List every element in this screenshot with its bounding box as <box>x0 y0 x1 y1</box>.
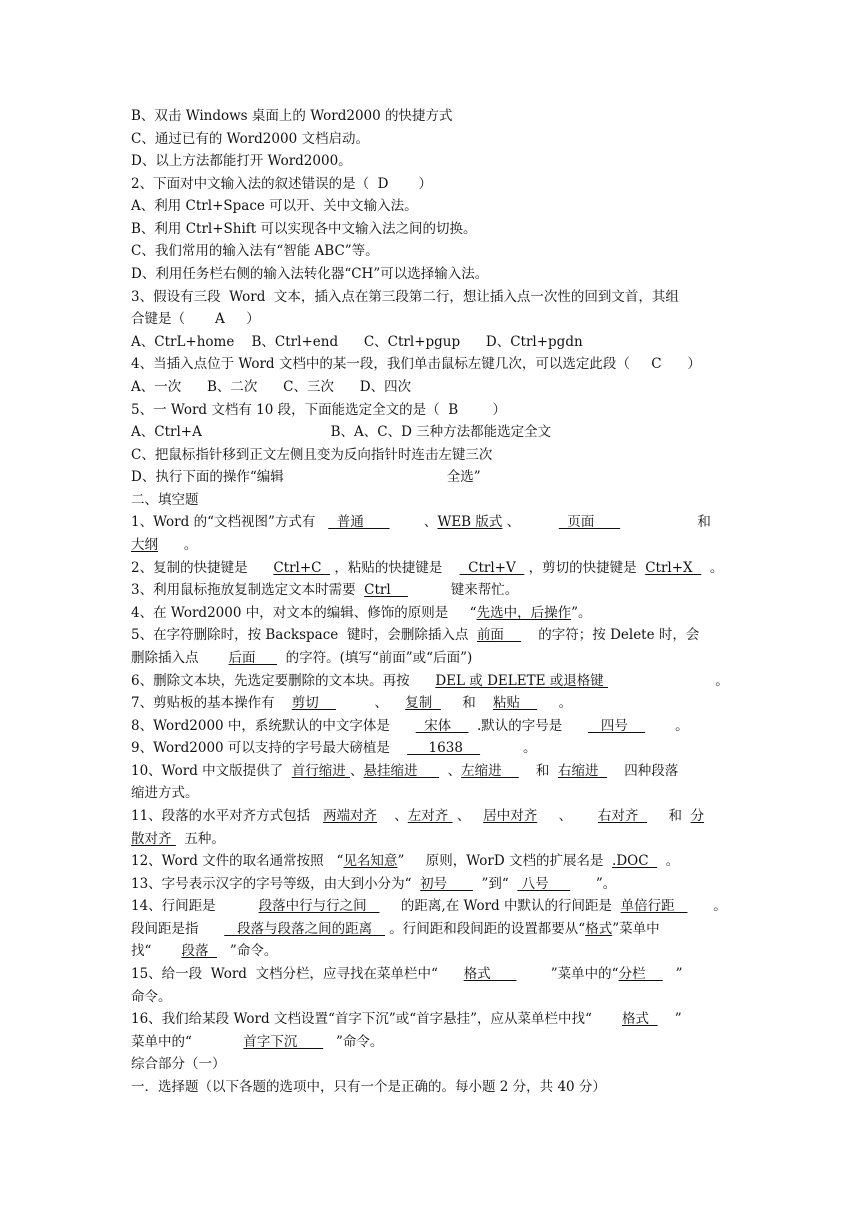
text-run: ，粘贴的快捷键是 <box>330 559 460 576</box>
text-line <box>131 218 731 241</box>
text-line <box>131 263 731 286</box>
text-line <box>131 331 731 354</box>
text-line <box>131 782 731 805</box>
answer-blank: 见名知意 <box>343 853 398 870</box>
text-run: C、把鼠标指针移到正文左侧且变为反向指针时连击左键三次 <box>131 446 493 463</box>
text-line <box>131 670 731 693</box>
text-line <box>131 353 731 376</box>
text-run: 二、填空题 <box>131 491 199 508</box>
text-run: 14、行间距是 <box>131 898 259 915</box>
text-run: C、通过已有的 Word2000 文档启动。 <box>131 130 369 147</box>
text-line <box>131 940 731 963</box>
answer-blank: 右对齐 <box>597 807 648 824</box>
answer-blank: 后面 <box>228 649 278 666</box>
text-run: 6、删除文本块，先选定要删除的文本块。再按 <box>131 672 436 689</box>
answer-blank: 首字下沉 <box>243 1033 324 1050</box>
text-line <box>131 647 731 670</box>
text-line <box>131 579 731 602</box>
text-line <box>131 828 731 851</box>
text-run: 。 <box>537 695 573 712</box>
text-line <box>131 895 731 918</box>
answer-blank: 分 <box>690 807 705 824</box>
text-line <box>131 557 731 580</box>
text-line <box>131 128 731 151</box>
text-run: ，剪切的快捷键是 <box>524 559 646 576</box>
text-line <box>131 963 731 986</box>
text-line <box>131 308 731 331</box>
answer-blank: 格式 <box>585 920 613 937</box>
text-run: 和 <box>620 514 711 531</box>
text-line <box>131 1076 731 1099</box>
text-line <box>131 873 731 896</box>
text-line <box>131 421 731 444</box>
answer-blank: 大纲 <box>131 537 158 554</box>
text-run: ”命令。 <box>323 1033 384 1050</box>
text-run: ”菜单中的“ <box>516 966 619 983</box>
text-run: .默认的字号是 <box>468 717 589 734</box>
answer-blank: 段落与段落之间的距离 <box>224 920 385 937</box>
text-line <box>131 805 731 828</box>
text-run: 2、下面对中文输入法的叙述错误的是（ D ） <box>131 175 433 192</box>
answer-blank: 宋体 <box>415 717 469 734</box>
text-run: 的字符；按 Delete 时，会 <box>521 627 700 644</box>
text-run: 。 <box>701 559 724 576</box>
text-run: 一．选择题（以下各题的选项中，只有一个是正确的。每小题 2 分，共 40 分） <box>131 1078 606 1095</box>
answer-blank: 1638 <box>407 740 481 757</box>
text-run: 12、Word 文件的取名通常按照 “ <box>131 853 344 870</box>
text-line <box>131 624 731 647</box>
text-run: 。 <box>158 537 198 554</box>
answer-blank: 首行缩进 <box>291 762 351 779</box>
text-run: 缩进方式。 <box>131 785 199 802</box>
text-run: D、以上方法都能打开 Word2000。 <box>131 153 352 170</box>
answer-blank: 段落中行与行之间 <box>258 898 380 915</box>
text-run: 、 <box>335 695 406 712</box>
text-line <box>131 737 731 760</box>
text-run: 段间距是指 <box>131 920 225 937</box>
answer-blank: 粘贴 <box>492 695 538 712</box>
text-line <box>131 511 731 534</box>
text-line <box>131 444 731 467</box>
text-line <box>131 850 731 873</box>
answer-blank: 四号 <box>588 717 646 734</box>
answer-blank: 初号 <box>420 875 473 892</box>
text-run: B、利用 Ctrl+Shift 可以实现各中文输入法之间的切换。 <box>131 220 477 237</box>
answer-blank: Ctrl+V <box>459 559 525 576</box>
answer-blank: 页面 <box>558 514 621 531</box>
text-run: 删除插入点 <box>131 649 229 666</box>
text-line <box>131 195 731 218</box>
text-run: 9、Word2000 可以支持的字号最大磅植是 <box>131 740 408 757</box>
text-line <box>131 692 731 715</box>
text-line <box>131 399 731 422</box>
answer-blank: 前面 <box>476 627 522 644</box>
answer-blank: 八号 <box>517 875 571 892</box>
text-run: 3、利用鼠标拖放复制选定文本时需要 <box>131 582 365 599</box>
answer-blank: 复制 <box>405 695 441 712</box>
text-line <box>131 150 731 173</box>
text-line <box>131 489 731 512</box>
text-run: 的字符。(填写“前面”或“后面”) <box>277 649 473 666</box>
answer-blank: 悬挂缩进 <box>363 762 439 779</box>
text-run: 。 <box>687 898 727 915</box>
answer-blank: 左缩进 <box>461 762 519 779</box>
text-run: 和 <box>440 695 493 712</box>
answer-blank: 剪切 <box>291 695 336 712</box>
text-run: 5、一 Word 文档有 10 段，下面能选定全文的是（ B ） <box>131 401 506 418</box>
answer-blank: 散对齐 <box>131 830 176 847</box>
text-line <box>131 715 731 738</box>
text-run: ” <box>662 966 683 983</box>
text-run: A、利用 Ctrl+Space 可以开、关中文输入法。 <box>131 198 418 215</box>
answer-blank: 分栏 <box>618 966 663 983</box>
text-line <box>131 534 731 557</box>
text-run: 五种。 <box>175 830 225 847</box>
text-run: D、执行下面的操作“编辑 全选” <box>131 469 481 486</box>
text-run: A、CtrL+home B、Ctrl+end C、Ctrl+pgup D、Ctrl+pgdn <box>131 333 583 350</box>
text-run: ”。 <box>571 604 592 621</box>
text-run: 3、假设有三段 Word 文本，插入点在第三段第二行，想让插入点一次性的回到文首，其组 <box>131 288 679 305</box>
text-run: ” 原则，WorD 文档的扩展名是 <box>397 853 613 870</box>
answer-blank: 居中对齐 <box>483 807 538 824</box>
answer-blank: 段落 <box>181 943 218 960</box>
text-run: 综合部分（一） <box>131 1056 226 1073</box>
text-run: B、双击 Windows 桌面上的 Word2000 的快捷方式 <box>131 108 453 124</box>
text-run: 、 <box>502 514 559 531</box>
text-run: C、我们常用的输入法有“智能 ABC”等。 <box>131 243 379 260</box>
answer-blank: .DOC <box>612 853 658 870</box>
text-run: 、 <box>389 514 438 531</box>
answer-blank: 格式 <box>463 966 517 983</box>
text-run: 4、当插入点位于 Word 文档中的某一段，我们单击鼠标左键几次，可以选定此段（ C ） <box>131 356 701 373</box>
text-line <box>131 918 731 941</box>
text-run: 、 <box>537 807 598 824</box>
text-line <box>131 173 731 196</box>
text-run: A、Ctrl+A B、A、C、D 三种方法都能选定全文 <box>131 424 552 441</box>
text-run: 1、Word 的“文档视图”方式有 <box>131 514 329 531</box>
answer-blank: DEL 或 DELETE 或退格键 <box>435 672 609 689</box>
answer-blank: 两端对齐 <box>323 807 378 824</box>
text-line <box>131 1031 731 1054</box>
text-run: 键来帮忙。 <box>407 582 519 599</box>
text-run: 命令。 <box>131 988 172 1005</box>
text-run: 、 <box>452 807 484 824</box>
answer-blank: 先选中，后操作 <box>476 604 572 621</box>
text-run: A、一次 B、二次 C、三次 D、四次 <box>131 378 412 395</box>
text-run: 、 <box>439 762 462 779</box>
answer-blank: 左对齐 <box>407 807 453 824</box>
text-run: ”命令。 <box>217 943 278 960</box>
text-line <box>131 986 731 1009</box>
answer-blank: 右缩进 <box>558 762 608 779</box>
text-run: 2、复制的快捷键是 <box>131 559 274 576</box>
text-run: D、利用任务栏右侧的输入法转化器“CH”可以选择输入法。 <box>131 266 489 283</box>
text-run: 、 <box>377 807 408 824</box>
text-run: ”菜单中 <box>612 920 660 937</box>
answer-blank: 普通 <box>328 514 390 531</box>
answer-blank: Ctrl+X <box>645 559 702 576</box>
text-run: ” <box>657 1011 682 1028</box>
text-run: ”到“ <box>472 875 518 892</box>
answer-blank: WEB 版式 <box>437 514 503 531</box>
text-run: 8、Word2000 中，系统默认的中文字体是 <box>131 717 416 734</box>
text-run: 7、剪贴板的基本操作有 <box>131 695 292 712</box>
answer-blank: Ctrl <box>364 582 408 599</box>
text-line <box>131 376 731 399</box>
answer-blank: Ctrl+C <box>273 559 331 576</box>
text-line <box>131 466 731 489</box>
text-run: 四种段落 <box>607 762 679 779</box>
text-run: 。 <box>657 853 680 870</box>
text-run: 找“ <box>131 943 182 960</box>
text-run: ”。 <box>570 875 617 892</box>
answer-blank: 格式 <box>622 1011 658 1028</box>
text-run: 。 <box>645 717 689 734</box>
text-run: 4、在 Word2000 中，对文本的编辑、修饰的原则是 “ <box>131 604 477 621</box>
text-run: 10、Word 中文版提供了 <box>131 762 292 779</box>
text-line <box>131 105 731 128</box>
text-run: 的距离,在 Word 中默认的行间距是 <box>379 898 621 915</box>
text-run: 、 <box>350 762 364 779</box>
text-run: 合键是（ A ） <box>131 311 260 328</box>
text-run: 15、给一段 Word 文档分栏，应寻找在菜单栏中“ <box>131 966 464 983</box>
text-run: 11、段落的水平对齐方式包括 <box>131 807 324 824</box>
text-run: 13、字号表示汉字的字号等级，由大到小分为“ <box>131 875 421 892</box>
text-line <box>131 1008 731 1031</box>
text-line <box>131 602 731 625</box>
text-run: 菜单中的“ <box>131 1033 244 1050</box>
text-run: 和 <box>518 762 559 779</box>
text-line <box>131 760 731 783</box>
text-run: 5、在字符删除时，按 Backspace 键时，会删除插入点 <box>131 627 477 644</box>
text-run: 。 <box>480 740 537 757</box>
text-run: 。 <box>608 672 729 689</box>
text-line <box>131 1053 731 1076</box>
answer-blank: 单倍行距 <box>620 898 688 915</box>
text-line <box>131 240 731 263</box>
text-run: 16、我们给某段 Word 文档设置“首字下沉”或“首字悬挂”，应从菜单栏中找“ <box>131 1011 622 1028</box>
text-run: 和 <box>647 807 691 824</box>
text-line <box>131 286 731 309</box>
text-run: 。行间距和段间距的设置都要从“ <box>385 920 586 937</box>
